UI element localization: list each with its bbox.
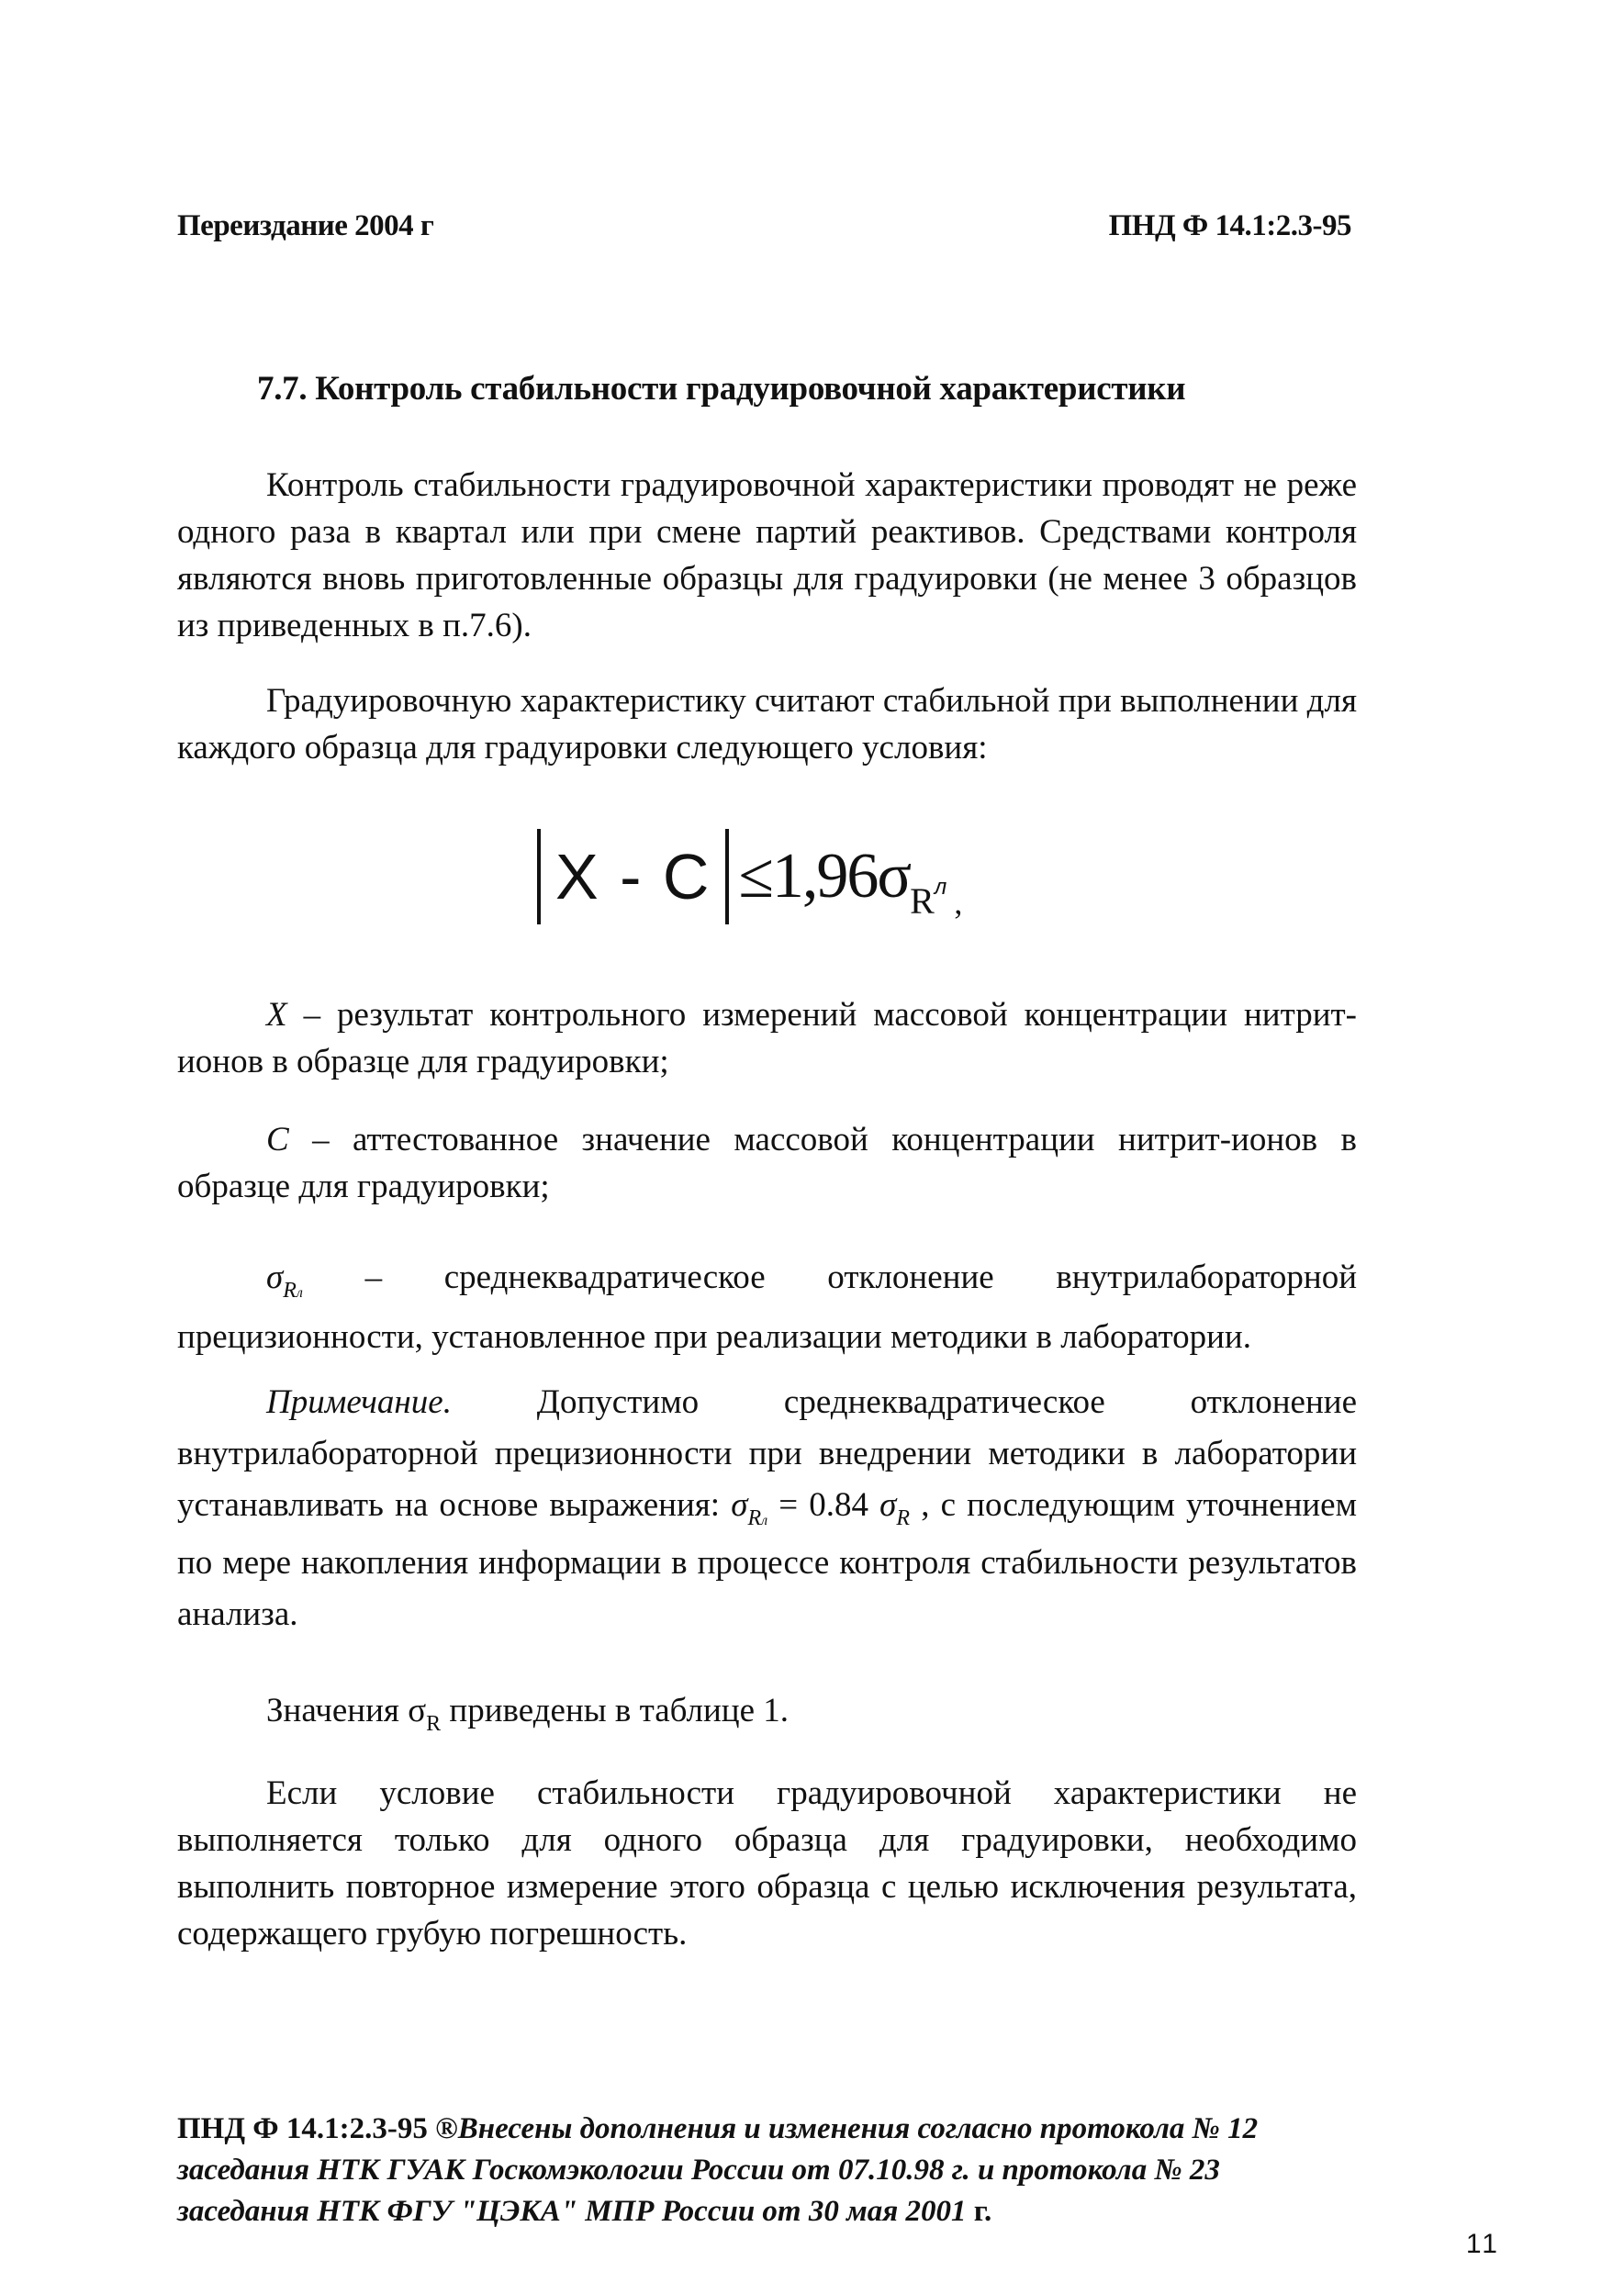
paragraph-stability-condition: Градуировочную характеристику считают стабильной при выполнении для каждого образца для градуировки следующего условия: — [177, 682, 1357, 767]
footnote-tail: г. — [966, 2195, 992, 2228]
note-sigma-1-subscript: R — [747, 1506, 762, 1530]
var-x: X — [266, 996, 287, 1034]
footnote — [177, 2109, 1357, 2232]
sigma-subscript: R — [283, 1279, 297, 1303]
footnote-mark: ® — [435, 2112, 458, 2145]
note-text-start: Допустимо среднеквадратическое отклонение внутрилабораторной прецизионности при внедрении методики в лаборатории устанавливать на основе выражения: — [177, 1383, 1357, 1524]
sigma-subsubscript: л — [296, 1285, 303, 1301]
header-edition: Переиздание 2004 г — [177, 209, 434, 242]
paragraph-control-frequency: Контроль стабильности градуировочной характеристики проводят не реже одного раза в квартал или при смене партий реактивов. Средствами контроля являются вновь приготовленные образцы для градуировки (не менее 3 образцов из приведенных в п.7.6). — [177, 466, 1357, 644]
footnote-code: ПНД Ф 14.1:2.3-95 — [177, 2112, 436, 2145]
note-text-end: , с последующим уточнением по мере накопления информации в процессе контроля стабильности результатов анализа. — [177, 1486, 1358, 1633]
paragraph-sigma-table-ref — [177, 1687, 1357, 1739]
var-c: C — [266, 1121, 289, 1158]
formula-subsubscript: л — [934, 875, 947, 900]
paragraph-repeat-measurement: Если условие стабильности градуировочной характеристики не выполняется только для одного образца для градуировки, необходимо выполнить повторное измерение этого образца с целью исключения результата, содержащего грубую погрешность. — [177, 1774, 1357, 1953]
note-label: Примечание. — [266, 1383, 452, 1421]
abs-bar-left — [537, 829, 541, 924]
table-ref-prefix: Значения — [266, 1692, 409, 1729]
sigma-symbol: σ — [266, 1259, 284, 1296]
header-document-code: ПНД Ф 14.1:2.3-95 — [1108, 209, 1351, 242]
definition-c-text: – аттестованное значение массовой концентрации нитрит-ионов в образце для градуировки; — [177, 1121, 1357, 1205]
note-sigma-1: σ — [731, 1486, 748, 1524]
stability-formula — [537, 822, 962, 932]
note-equation: = 0.84 — [767, 1486, 880, 1524]
definition-x-text: – результат контрольного измерений массовой концентрации нитрит-ионов в образце для градуировки; — [177, 996, 1357, 1080]
paragraph-note — [177, 1377, 1357, 1640]
formula-expression: X - C — [555, 841, 711, 912]
note-sigma-2-subscript: R — [896, 1506, 911, 1530]
abs-bar-right — [725, 829, 729, 924]
note-sigma-2: σ — [879, 1486, 897, 1524]
paragraph-definition-sigma — [177, 1251, 1357, 1364]
formula-relation: ≤1,96σ — [738, 841, 911, 912]
definition-sigma-text: – среднеквадратическое отклонение внутрилабораторной прецизионности, установленное при реализации методики в лаборатории. — [177, 1259, 1357, 1356]
formula-trailing-comma: , — [954, 884, 963, 921]
section-title: 7.7. Контроль стабильности градуировочной характеристики — [257, 370, 1186, 408]
paragraph-definition-c — [177, 1116, 1357, 1210]
table-ref-subscript: R — [426, 1712, 442, 1736]
footnote-text: Внесены дополнения и изменения согласно протокола № 12 заседания НТК ГУАК Госкомэкологии России от 07.10.98 г. и протокола № 23 заседания НТК ФГУ "ЦЭКА" МПР России от 30 мая 2001 — [177, 2112, 1259, 2228]
table-ref-sigma: σ — [408, 1692, 427, 1729]
paragraph-definition-x — [177, 991, 1357, 1085]
page-number: 11 — [1465, 2229, 1500, 2259]
table-ref-suffix: приведены в таблице 1. — [441, 1692, 790, 1729]
formula-subscript: R — [910, 879, 935, 922]
note-sigma-1-subsubscript: л — [761, 1513, 768, 1528]
